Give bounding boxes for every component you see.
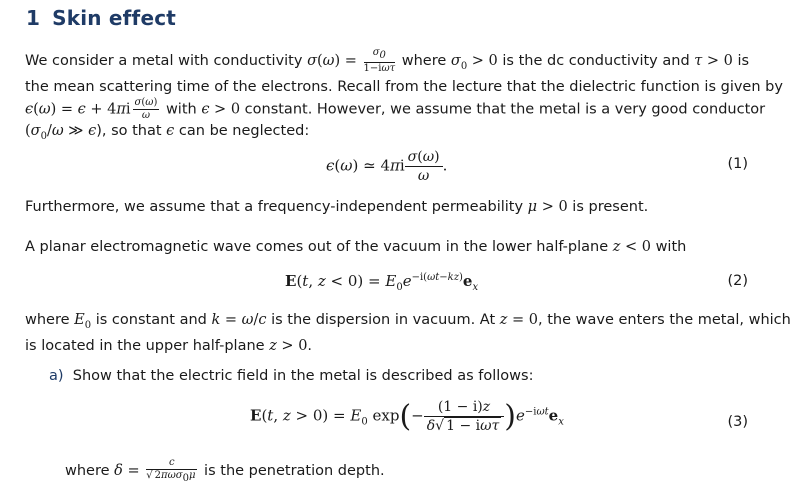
- section-title-text: Skin effect: [52, 6, 177, 30]
- sigma-fraction: $\frac{\sigma_0}{\text{1−iωτ}}$: [363, 47, 396, 74]
- equation-3-tag: (3): [727, 414, 748, 430]
- equation-3: E(t, $z > 0) = E_0$ exp(− $\frac{(1 - i)z}{\text{δ√ 1 − iωτ}}$ )$e^{-i\omega t}e_x$ (3): [250, 399, 748, 434]
- equation-1-tag: (1): [727, 156, 748, 172]
- dielectric-fraction: $\frac{\sigma(\omega)}{\omega}$: [134, 96, 158, 121]
- intro-line-1: We consider a metal with conductivity σ(ω) = $\frac{\sigma_0}{\text{1−iωτ}}$ where $\sigma_0 > 0$ is the dc conductivity and τ > 0 is: [25, 47, 750, 74]
- section-heading: [26, 6, 176, 30]
- section-number: 1: [26, 6, 41, 30]
- dispersion-paragraph: where $E_0$ is constant and k = ω/c is the dispersion in vacuum. At z = 0, the wave enters the metal, which is located in the upper half-plane z > 0.: [25, 312, 791, 355]
- delta-fraction: $\frac{c}{√ 2\pi\omega\sigma_0\mu}$: [146, 457, 196, 484]
- permeability-paragraph: Furthermore, we assume that a frequency-independent permeability μ > 0 is present.: [25, 199, 649, 215]
- intro-line-4: ($\sigma_0/\omega$ ≫ ϵ), so that ϵ can be neglected:: [25, 122, 310, 142]
- equation-2: E(t, $z < 0) = E_0e^{-i(\omega t-kz)}e_x$ (2): [285, 272, 748, 293]
- intro-line-3: ϵ(ω) = ϵ + 4πi $\frac{\sigma(\omega)}{\omega}$ with ϵ > 0 constant. However, we assume that the metal is a very good conductor: [25, 96, 766, 121]
- intro-paragraph: [25, 47, 783, 147]
- wave-paragraph: A planar electromagnetic wave comes out of the vacuum in the lower half-plane z < 0 with: [25, 239, 687, 255]
- intro-line-2: the mean scattering time of the electrons. Recall from the lecture that the dielectric function is given by: [25, 79, 783, 96]
- equation-2-tag: (2): [727, 273, 748, 289]
- penetration-depth-line: where δ = $\frac{c}{√ 2\pi\omega\sigma_0\mu}$ is the penetration depth.: [65, 457, 385, 484]
- item-a: [49, 366, 769, 387]
- item-a-label: a): [49, 368, 64, 384]
- item-a-text: Show that the electric field in the metal is described as follows:: [72, 368, 534, 384]
- equation-1: ϵ(ω) ≃ 4πi $\frac{\sigma(\omega)}{\omega}$ . (1): [326, 149, 748, 184]
